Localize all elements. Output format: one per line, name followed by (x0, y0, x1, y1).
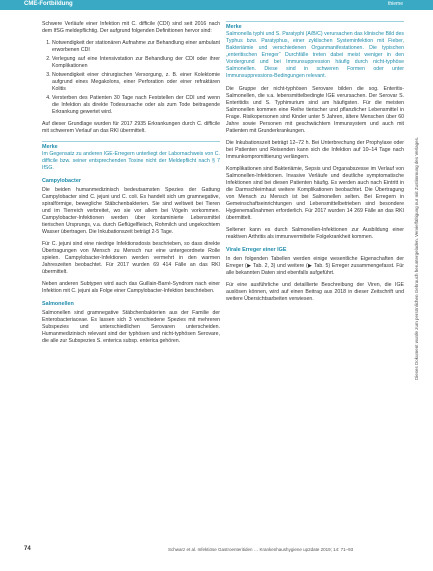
body-paragraph: Die Gruppe der nicht-typhösen Serovare bilden die sog. Enteritis-Salmonellen, die v.a. lebensmittelbedingte IGE verursachen. Der Serovar S. Enteritidis und S. Typhimurium sind am häufigsten. Für die meisten Salmonellen kommen eine Reihe tierischer und pflanzlicher Lebensmittel in Frage. Risikopersonen sind Kinder unter 5 Jahren, ältere Menschen über 60 Jahre sowie Personen mit geschwächtem Immunsystem und auch mit Patienten mit Grunderkrankungen. (226, 86, 404, 134)
body-paragraph: Für eine ausführliche und detaillierte Beschreibung der Viren, die IGE auslösen können, wird auf einen Beitrag aus 2018 in dieser Zeitschrift und weitere Übersichtsarbeiten verwiesen. (226, 282, 404, 302)
header-bar (0, 0, 433, 10)
merke-box (226, 21, 404, 80)
body-paragraph: In den folgenden Tabellen werden einige wesentliche Eigenschaften der Erreger (▶ Tab. 2, 3) und weitere (▶ Tab. 5) Erreger zusammengefasst. Für alle bekannten Daten sind ebenfalls aufgeführt. (226, 256, 404, 276)
body-paragraph: Die Inkubationszeit beträgt 12–72 h. Bei Unterbrechung der Prophylaxe oder bei Patienten und Reisenden kann sich die Infektion auf 10–14 Tage nach Immunkompromittierung verlängern. (226, 140, 404, 160)
body-paragraph: Seltener kann es durch Salmonellen-Infektionen zur Ausbildung einer reaktiven Arthritis als immunvermittelte Folgekrankheit kommen. (226, 227, 404, 240)
criteria-item: 2. Verlegung auf eine Intensivstation zur Behandlung der CDI oder ihrer Komplikationen (52, 56, 220, 70)
criteria-item: 3. Notwendigkeit einer chirurgischen Versorgung, z. B. einer Kolektomie aufgrund eines Megakolons, einer Perforation oder einer refraktären Kolitis (52, 72, 220, 93)
body-paragraph: Die beiden humanmedizinisch bedeutsamsten Spezies der Gattung Campylobacter sind C. jejuni und C. coli. Es handelt sich um gramnegative, spiralförmige, bewegliche Stäbchenbakterien. Sie sind weltweit bei Tieren und im Tierreich verbreitet, wo sie vor allem bei Vögeln vorkommen. Campylobacter-Infektionen werden über kontaminierte Lebensmittel tierischen Ursprungs, v.a. durch Geflügelfleisch, Rohmilch und ungekochtem Wasser übertragen. Die Inkubationszeit beträgt 2-5 Tage. (42, 187, 220, 235)
body-paragraph: Neben anderen Subtypen wird auch das Guillain-Barré-Syndrom nach einer Infektion mit C. jejuni als Folge einer Campylobacter-Infektion beschrieben. (42, 281, 220, 294)
body-paragraph: Salmonellen sind gramnegative Stäbchenbakterien aus der Familie der Enterobacteriaceae. Es lassen sich 3 verschiedene Spezies mit mehreren Subspezies und unterschiedlichen Serovaren unterscheiden. Humanmedizinisch relevant sind der typhösen und nicht-typhösen Serovare, die alle zur Subspezies S. enterica subsp. enterica gehören. (42, 310, 220, 344)
stats-paragraph: Auf dieser Grundlage wurden für 2017 2935 Erkrankungen durch C. difficile mit schwerem Verlauf an das RKI übermittelt. (42, 121, 220, 134)
merke-label: Merke (42, 144, 58, 150)
left-column (42, 21, 220, 350)
section-heading: Campylobacter (42, 178, 81, 184)
section-heading: Salmonellen (42, 301, 74, 307)
section-title: CME-Fortbildung (24, 1, 73, 7)
right-column (226, 21, 404, 308)
citation-reference: Schwarz et al. Infektiöse Gastroenteritiden … Krankenhaushygiene up2date 2019; 14: 71–93 (168, 547, 354, 552)
body-paragraph: Komplikationen sind Bakteriämie, Sepsis und Organabszesse im Verlauf von Salmonellen-Infektionen. Invasive Verläufe und deutliche symptomatische Infektionen sind bei diesen Patienten häufig. Es werden auch nach Eintritt in die Darmschleimhaut weitere Komplikationen beobachtet. Die Übertragung von Mensch zu Mensch ist bei Salmonellen selten. Bei Erregern in Gemeinschaftseinrichtungen und Lebensmittelbetrieben sind besondere Hygienemaßnahmen erforderlich. Für 2017 wurden 14 269 Fälle an das RKI übermittelt. (226, 166, 404, 221)
criteria-item: 4. Versterben des Patienten 30 Tage nach Feststellen der CDI und wenn die Infektion als direkte Todesursache oder als zum Tode beitragende Erkrankung gewertet wird. (52, 95, 220, 116)
merke-text: Salmonella typhi und S. Paratyphi (A/B/C) verursachen das klinische Bild des Typhus bzw. Paratyphus, einer zyklischen Systeminfektion mit Fieber, Bakteriämie und verschiedenen Organmanifestationen. Die typischen „enteritischen Erreger“ Durchfälle treten dabei meist weniger in den Vordergrund und bei Immunsuppression häufig durch nicht-typhöse Salmonellen. Diese sind in schweren Formen oder unter Immunsuppressions-Bedingungen relevant. (226, 31, 404, 79)
intro-paragraph: Schwere Verläufe einer Infektion mit C. difficile (CDI) sind seit 2016 nach dem IfSG meldepflichtig. Der aufgrund folgenden Definitionen hervor sind: (42, 21, 220, 34)
page-number: 74 (24, 546, 31, 552)
download-notice: Dieses Dokument wurde zum persönlichen Gebrauch heruntergeladen. Vervielfältigung nur mit Zustimmung des Verlages. (414, 136, 419, 380)
criteria-item: 1. Notwendigkeit der stationären Aufnahme zur Behandlung einer ambulant erworbenen CDI (52, 40, 220, 54)
merke-box (42, 141, 220, 172)
body-paragraph: Für C. jejuni sind eine niedrige Infektionsdosis beschrieben, so dass direkte Übertragungen von Mensch zu Mensch nur eine untergeordnete Rolle spielen. Campylobacter-Infektionen werden vermehrt in den warmen Jahreszeiten beobachtet. Für 2017 wurden 69 414 Fälle an das RKI übermittelt. (42, 241, 220, 275)
merke-text: Im Gegensatz zu anderen IGE-Erregern unterliegt der Labornachweis von C. difficile bzw. seiner entsprechenden Toxine nicht der Meldepflicht nach § 7 IfSG. (42, 151, 220, 171)
criteria-list (42, 40, 220, 116)
publisher-logo: thieme (387, 1, 403, 7)
section-heading: Virale Erreger einer IGE (226, 247, 287, 253)
merke-label: Merke (226, 24, 242, 30)
